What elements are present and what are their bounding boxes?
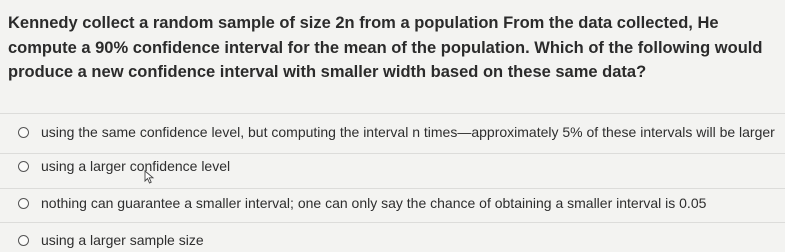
answer-option[interactable] xyxy=(18,154,230,178)
divider xyxy=(0,113,785,114)
radio-button[interactable] xyxy=(18,235,29,246)
answer-option[interactable] xyxy=(18,228,204,252)
radio-button[interactable] xyxy=(18,161,29,172)
radio-button[interactable] xyxy=(18,198,29,209)
option-label: using a larger confidence level xyxy=(41,158,231,174)
option-label: using a larger sample size xyxy=(41,232,204,248)
answer-option[interactable] xyxy=(18,120,775,144)
mouse-pointer-icon xyxy=(144,170,156,184)
radio-button[interactable] xyxy=(18,127,29,138)
divider xyxy=(0,222,785,223)
option-label: nothing can guarantee a smaller interval; one can only say the chance of obtaining a smaller interval is 0.05 xyxy=(41,195,707,211)
option-label: using the same confidence level, but computing the interval n times—approximately 5% of these intervals will be larger xyxy=(41,124,775,140)
answer-option[interactable] xyxy=(18,191,706,215)
divider xyxy=(0,188,785,189)
question-text: Kennedy collect a random sample of size 2n from a population From the data collected, He compute a 90% confidence interval for the mean of the population. Which of the following would produce a new confidence interval with smaller width based on these same data? xyxy=(8,14,763,81)
